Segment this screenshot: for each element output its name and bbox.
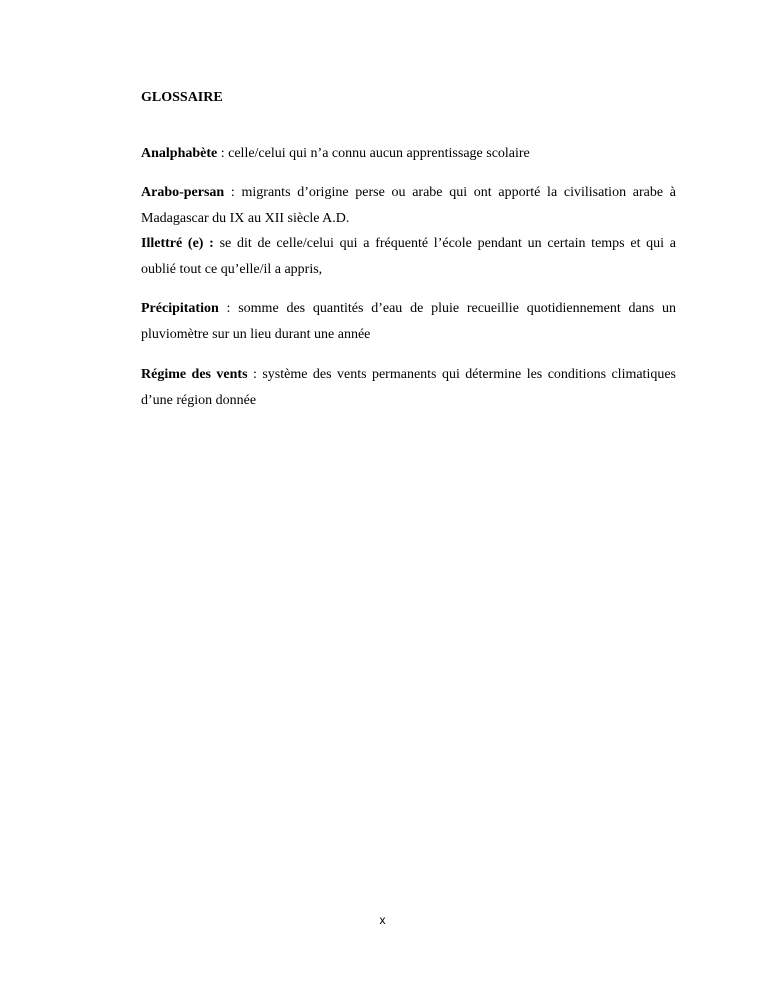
glossary-definition: système des vents permanents qui détermine les conditions climatiques d’une région donnée (141, 367, 677, 408)
glossary-entry-regime-des-vents (141, 362, 676, 414)
page-title: GLOSSAIRE (141, 90, 223, 105)
glossary-definition: migrants d’origine perse ou arabe qui ont apporté la civilisation arabe à Madagascar du IX au XII siècle A.D. (141, 185, 676, 226)
glossary-separator: : (224, 185, 242, 200)
glossary-definition: somme des quantités d’eau de pluie recueillie quotidiennement dans un pluviomètre sur un lieu durant une année (141, 301, 676, 342)
glossary-term: Arabo-persan (141, 185, 225, 200)
glossary-separator: : (247, 367, 263, 382)
glossary-term: Précipitation (141, 301, 219, 316)
glossary-entry-illettre (141, 231, 676, 283)
glossary-definition: se dit de celle/celui qui a fréquenté l’école pendant un certain temps et qui a oublié tout ce qu’elle/il a appris, (141, 236, 677, 277)
glossary-separator: : (218, 301, 239, 316)
glossary-entry-arabo-persan (141, 180, 676, 232)
glossary-term: Analphabète (141, 146, 218, 161)
glossary-entry-analphabete (141, 141, 676, 167)
glossary-term: Illettré (e) : (141, 236, 214, 251)
page-number: x (379, 913, 386, 927)
glossary-definition: celle/celui qui n’a connu aucun apprentissage scolaire (228, 146, 530, 161)
glossary-term: Régime des vents (141, 367, 248, 382)
glossary-separator: : (217, 146, 229, 161)
glossary-entry-precipitation (141, 296, 676, 348)
